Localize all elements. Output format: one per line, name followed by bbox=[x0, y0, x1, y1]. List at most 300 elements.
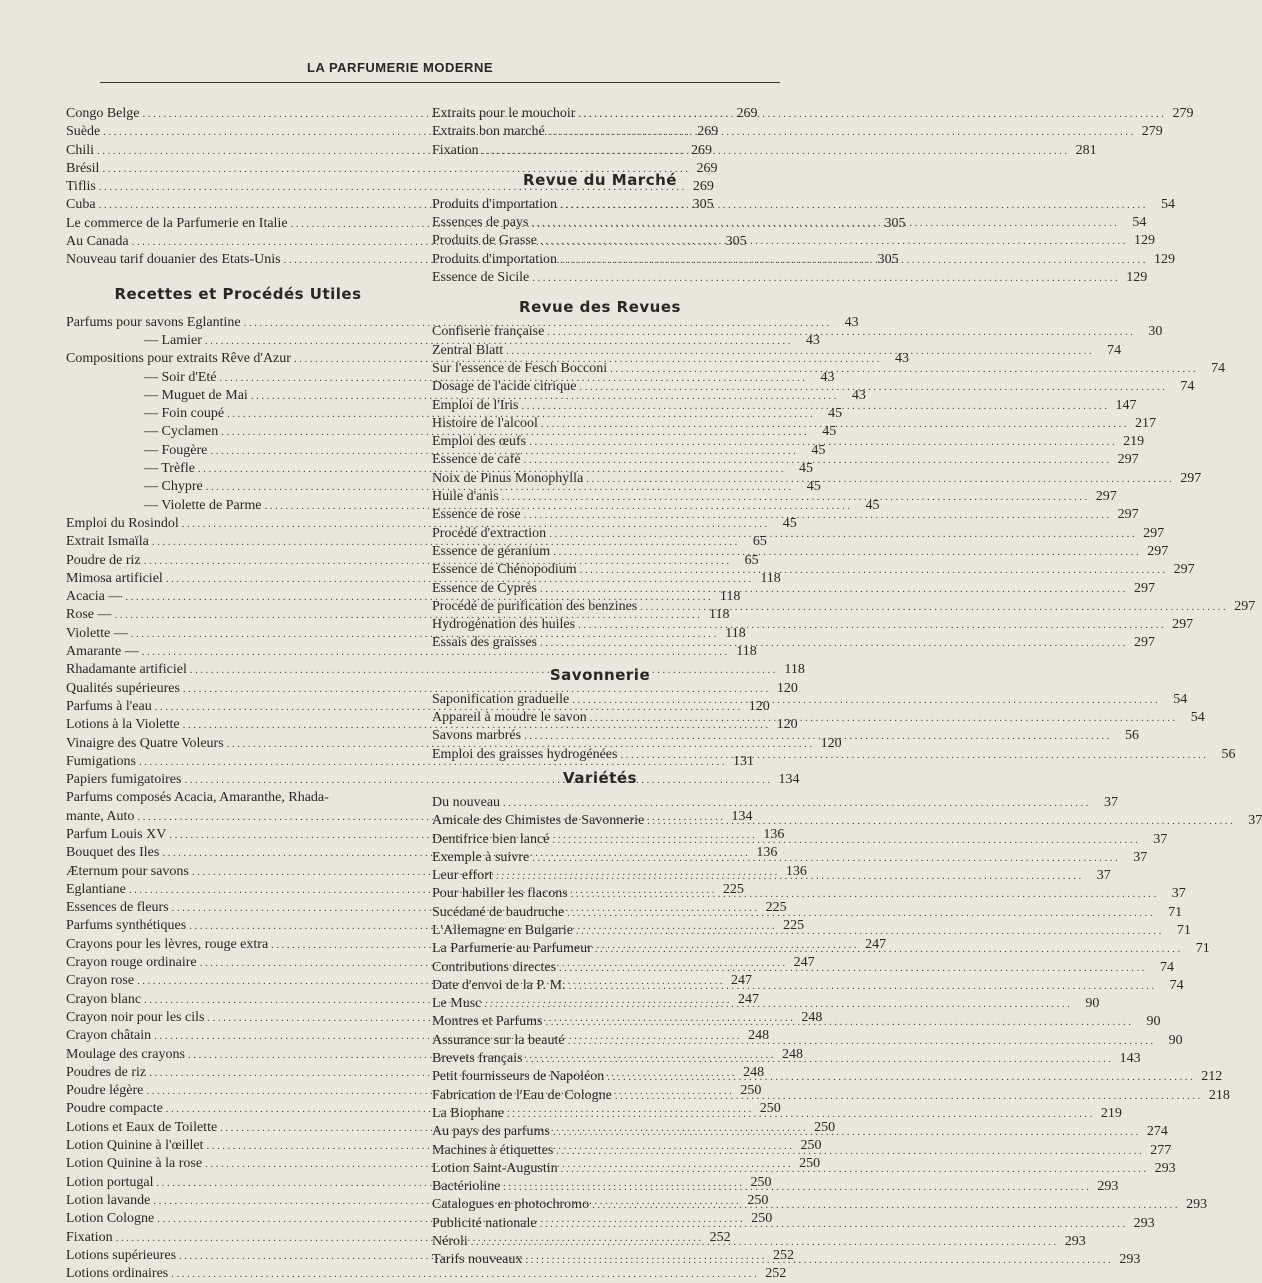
page-number: 293 bbox=[1133, 1215, 1155, 1231]
page-number: 118 bbox=[736, 644, 757, 660]
index-entry bbox=[432, 1196, 1208, 1214]
entry-label: Extrait Ismaïla bbox=[66, 534, 149, 550]
page-number: 219 bbox=[1100, 1105, 1122, 1121]
entry-label: Lotions supérieures bbox=[66, 1247, 177, 1263]
dot-leader bbox=[559, 959, 1147, 977]
page-number: 247 bbox=[793, 955, 815, 971]
entry-label: Assurance sur la beauté bbox=[432, 1032, 565, 1048]
entry-label: Fumigations bbox=[66, 753, 137, 769]
page-number: 297 bbox=[1134, 635, 1155, 651]
entry-label: — Violette de Parme bbox=[144, 497, 262, 513]
page-number: 54 bbox=[1132, 215, 1147, 231]
entry-label: Essences de fleurs bbox=[66, 900, 169, 916]
entry-label: Brevets français bbox=[432, 1051, 523, 1067]
page-number: 305 bbox=[725, 234, 747, 250]
page-number: 247 bbox=[865, 936, 887, 952]
page-number: 45 bbox=[822, 424, 837, 440]
section-heading-revue-revues: Revue des Revues bbox=[519, 298, 681, 317]
page-number: 74 bbox=[1169, 977, 1184, 993]
dot-leader bbox=[545, 1013, 1133, 1031]
page-number: 250 bbox=[799, 1156, 821, 1172]
page-number: 212 bbox=[1201, 1069, 1223, 1085]
entry-label: Qualités supérieures bbox=[66, 680, 180, 696]
entry-label: Parfum Louis XV bbox=[66, 826, 167, 842]
entry-label: Contributions directes bbox=[432, 959, 557, 975]
page-number: 74 bbox=[1107, 342, 1122, 358]
page-number: 54 bbox=[1190, 710, 1205, 726]
spacer bbox=[432, 287, 768, 295]
entry-label: Parfums pour savons Eglantine bbox=[66, 314, 241, 330]
page-number: 118 bbox=[760, 570, 781, 586]
entry-label: Crayons pour les lèvres, rouge extra bbox=[66, 936, 269, 952]
entry-label: Crayon rouge ordinaire bbox=[66, 955, 197, 971]
dot-leader bbox=[607, 1068, 1195, 1086]
page-number: 45 bbox=[806, 479, 821, 495]
title-rule bbox=[100, 82, 780, 83]
index-entry bbox=[66, 789, 410, 807]
index-entry bbox=[432, 1087, 1230, 1105]
page-number: 217 bbox=[1134, 415, 1156, 431]
entry-label: Lotion Quinine à l'œillet bbox=[66, 1138, 204, 1154]
dot-leader bbox=[522, 397, 1110, 415]
page-number: 45 bbox=[828, 406, 843, 422]
entry-label: Fabrication de l'Eau de Cologne bbox=[432, 1087, 612, 1103]
entry-label: Lotion lavande bbox=[66, 1192, 151, 1208]
entry-label: Confiserie française bbox=[432, 324, 545, 340]
entry-label: Poudres de riz bbox=[66, 1064, 147, 1080]
entry-label: Procédé d'extraction bbox=[432, 525, 547, 541]
dot-leader bbox=[507, 1105, 1095, 1123]
page-number: 37 bbox=[1153, 831, 1168, 847]
spacer bbox=[432, 653, 768, 663]
page-number: 305 bbox=[884, 215, 906, 231]
page-number: 136 bbox=[763, 826, 785, 842]
entry-label: Lotions à la Violette bbox=[66, 717, 180, 733]
index-entry bbox=[432, 1178, 1119, 1196]
page-number: 71 bbox=[1195, 941, 1210, 957]
index-entry bbox=[432, 142, 1097, 160]
dot-leader bbox=[548, 123, 1136, 141]
entry-label: Crayon châtain bbox=[66, 1028, 152, 1044]
page-number: 247 bbox=[738, 991, 760, 1007]
entry-label: Machines à étiquettes bbox=[432, 1142, 554, 1158]
section-heading-savonnerie: Savonnerie bbox=[549, 665, 651, 684]
entry-label: Bactérioline bbox=[432, 1179, 501, 1195]
dot-leader bbox=[580, 561, 1168, 579]
page-number: 297 bbox=[1173, 562, 1195, 578]
entry-label: Essence de Sicile bbox=[432, 270, 530, 286]
entry-label: Essence de café bbox=[432, 452, 521, 468]
dot-leader bbox=[482, 142, 1070, 160]
entry-label: Petit fournisseurs de Napoléon bbox=[432, 1069, 605, 1085]
entry-label: Emploi des œufs bbox=[432, 434, 527, 450]
entry-label: Amarante — bbox=[66, 644, 139, 660]
entry-label: Le commerce de la Parfumerie en Italie bbox=[66, 215, 288, 231]
page-number: 43 bbox=[851, 387, 866, 403]
entry-label: Au pays des parfums bbox=[432, 1124, 550, 1140]
page-number: 118 bbox=[719, 589, 741, 605]
entry-label: La Parfumerie au Parfumeur bbox=[432, 941, 592, 957]
page-number: 248 bbox=[801, 1009, 823, 1025]
spacer bbox=[66, 270, 410, 282]
page-number: 297 bbox=[1117, 507, 1139, 523]
dot-leader bbox=[553, 1123, 1141, 1141]
page-number: 269 bbox=[696, 160, 718, 176]
page-number: 297 bbox=[1180, 470, 1202, 486]
entry-label: Pour habiller les flacons bbox=[432, 886, 568, 902]
index-entry bbox=[432, 580, 1155, 598]
page-number: 71 bbox=[1168, 904, 1183, 920]
index-entry bbox=[432, 746, 1236, 764]
index-entry bbox=[432, 812, 1262, 830]
index-entry bbox=[66, 680, 798, 698]
page-number: 248 bbox=[748, 1028, 770, 1044]
page-number: 297 bbox=[1133, 580, 1155, 596]
index-entry bbox=[432, 598, 1256, 616]
entry-label: Poudre de riz bbox=[66, 552, 141, 568]
page-number: 43 bbox=[805, 332, 820, 348]
page-number: 54 bbox=[1161, 196, 1176, 212]
entry-label: Produits d'importation bbox=[432, 251, 558, 267]
dot-leader bbox=[525, 1251, 1113, 1269]
dot-leader bbox=[578, 105, 1166, 123]
page-number: 43 bbox=[894, 351, 909, 367]
page-number: 37 bbox=[1171, 886, 1186, 902]
page-number: 269 bbox=[691, 142, 713, 158]
entry-label: — Chypre bbox=[144, 479, 203, 495]
entry-label: Lotion Cologne bbox=[66, 1211, 155, 1227]
index-entry bbox=[432, 1215, 1155, 1233]
page-number: 250 bbox=[751, 1211, 773, 1227]
page-number: 279 bbox=[1141, 124, 1163, 140]
page-number: 45 bbox=[782, 515, 797, 531]
entry-label: Tarifs nouveaux bbox=[432, 1252, 523, 1268]
dot-leader bbox=[526, 1050, 1114, 1068]
index-entry bbox=[66, 1265, 787, 1283]
entry-label: Zentral Blatt bbox=[432, 342, 504, 358]
page-number: 143 bbox=[1119, 1051, 1141, 1067]
entry-label: Parfums synthétiques bbox=[66, 918, 187, 934]
dot-leader bbox=[531, 214, 1119, 232]
entry-label: Amicale des Chimistes de Savonnerie bbox=[432, 813, 645, 829]
page-number: 269 bbox=[692, 179, 714, 195]
page-number: 54 bbox=[1173, 691, 1188, 707]
entry-label: Emploi du Rosindol bbox=[66, 515, 179, 531]
entry-label: — Lamier bbox=[144, 332, 202, 348]
page-number: 56 bbox=[1125, 728, 1140, 744]
page-number: 274 bbox=[1146, 1124, 1168, 1140]
page-number: 56 bbox=[1221, 746, 1236, 762]
entry-label: Produits d'importation bbox=[432, 196, 558, 212]
entry-label: Papiers fumigatoires bbox=[66, 772, 182, 788]
dot-leader bbox=[547, 323, 1135, 341]
index-entry bbox=[432, 269, 1148, 287]
index-entry bbox=[432, 105, 1194, 123]
entry-label: Vinaigre des Quatre Voleurs bbox=[66, 735, 224, 751]
index-entry bbox=[432, 995, 1100, 1013]
entry-label: Essences de pays bbox=[432, 215, 529, 231]
page-number: 305 bbox=[692, 197, 714, 213]
page-number: 90 bbox=[1085, 996, 1100, 1012]
index-entry bbox=[432, 1068, 1223, 1086]
dot-leader bbox=[524, 506, 1112, 524]
dot-leader bbox=[592, 1196, 1180, 1214]
page-number: 120 bbox=[776, 717, 798, 733]
entry-label: Mimosa artificiel bbox=[66, 570, 163, 586]
page-number: 250 bbox=[814, 1119, 836, 1135]
dot-leader bbox=[471, 1233, 1059, 1251]
entry-label: Date d'envoi de la P. M. bbox=[432, 977, 566, 993]
page-number: 305 bbox=[877, 252, 899, 268]
entry-label: L'Allemagne en Bulgarie bbox=[432, 922, 573, 938]
page-number: 134 bbox=[778, 772, 800, 788]
dot-leader bbox=[532, 849, 1120, 867]
page-number: 250 bbox=[747, 1192, 769, 1208]
dot-leader bbox=[532, 269, 1120, 287]
entry-label: Fixation bbox=[66, 1229, 113, 1245]
entry-label: Moulage des crayons bbox=[66, 1046, 185, 1062]
page-number: 65 bbox=[752, 534, 767, 550]
entry-label: Poudre compacte bbox=[66, 1101, 163, 1117]
index-entry bbox=[432, 616, 1194, 634]
entry-label: Sur l'essence de Fesch Bocconi bbox=[432, 360, 608, 376]
entry-label: Sucédané de baudruche bbox=[432, 904, 565, 920]
entry-label: Hydrogénation des huiles bbox=[432, 617, 576, 633]
page-number: 30 bbox=[1148, 324, 1163, 340]
section-heading-revue-marche: Revue du Marché bbox=[523, 170, 677, 189]
page-number: 225 bbox=[783, 918, 805, 934]
entry-label: Bouquet des Iles bbox=[66, 845, 160, 861]
dot-leader bbox=[568, 1032, 1156, 1050]
page-number: 37 bbox=[1104, 794, 1119, 810]
page-number: 297 bbox=[1095, 489, 1117, 505]
dot-leader bbox=[567, 904, 1155, 922]
entry-label: Æternum pour savons bbox=[66, 863, 189, 879]
entry-label: Appareil à moudre le savon bbox=[432, 710, 587, 726]
entry-label: Suède bbox=[66, 124, 101, 140]
index-entry bbox=[432, 1233, 1086, 1251]
page-number: 118 bbox=[725, 625, 746, 641]
index-entry bbox=[432, 691, 1188, 709]
page-number: 250 bbox=[759, 1101, 781, 1117]
page-number: 65 bbox=[744, 552, 759, 568]
page-number: 43 bbox=[844, 314, 859, 330]
page-number: 218 bbox=[1208, 1087, 1230, 1103]
dot-leader bbox=[620, 746, 1208, 764]
dot-leader bbox=[503, 1178, 1091, 1196]
entry-label: Essence de rose bbox=[432, 507, 521, 523]
index-entry bbox=[432, 232, 1155, 250]
page-number: 269 bbox=[736, 106, 758, 121]
page-number: 37 bbox=[1096, 868, 1111, 884]
spacer bbox=[66, 306, 410, 314]
entry-label: Crayon noir pour les cils bbox=[66, 1009, 205, 1025]
page-number: 247 bbox=[731, 973, 753, 989]
page-number: 297 bbox=[1117, 452, 1139, 468]
entry-label: Procédé de purification des benzines bbox=[432, 598, 638, 614]
page-number: 225 bbox=[722, 881, 744, 897]
dot-leader bbox=[524, 727, 1112, 745]
index-entry bbox=[432, 885, 1186, 903]
page-number: 120 bbox=[820, 735, 842, 751]
entry-label: — Soir d'Eté bbox=[144, 369, 217, 385]
dot-leader bbox=[561, 1160, 1149, 1178]
page-number: 129 bbox=[1154, 251, 1176, 267]
entry-label: Emploi des graisses hydrogénées bbox=[432, 746, 618, 762]
entry-label: Lotion Quinine à la rose bbox=[66, 1156, 203, 1172]
page-number: 293 bbox=[1064, 1234, 1086, 1250]
entry-label: Lotion portugal bbox=[66, 1174, 154, 1190]
entry-label: Fixation bbox=[432, 142, 479, 158]
dot-leader bbox=[549, 525, 1137, 543]
dot-leader bbox=[553, 543, 1141, 561]
dot-leader bbox=[503, 794, 1091, 812]
index-entry bbox=[432, 794, 1119, 812]
entry-label: Extraits pour le mouchoir bbox=[432, 106, 576, 121]
page-number: 297 bbox=[1234, 598, 1256, 614]
entry-label: Essence de Cyprès bbox=[432, 580, 537, 596]
index-entry bbox=[66, 160, 718, 178]
entry-label: Lotion Saint-Augustin bbox=[432, 1160, 558, 1176]
page-number: 250 bbox=[750, 1174, 772, 1190]
dot-leader bbox=[560, 251, 1148, 269]
entry-label: Produits de Grasse bbox=[432, 233, 537, 249]
page-number: 129 bbox=[1126, 270, 1148, 286]
index-entry bbox=[432, 1032, 1183, 1050]
page-title: LA PARFUMERIE MODERNE bbox=[307, 60, 493, 75]
entry-label: Lotions ordinaires bbox=[66, 1266, 169, 1282]
dot-leader bbox=[576, 922, 1164, 940]
entry-label: Huile d'anis bbox=[432, 489, 499, 505]
page-number: 248 bbox=[781, 1046, 803, 1062]
page-number: 281 bbox=[1075, 142, 1097, 158]
entry-label: mante, Auto bbox=[66, 808, 135, 824]
entry-label: Compositions pour extraits Rêve d'Azur bbox=[66, 351, 291, 367]
page-number: 43 bbox=[820, 369, 835, 385]
page-number: 293 bbox=[1154, 1160, 1176, 1176]
entry-label: Emploi de l'Iris bbox=[432, 397, 519, 413]
page-number: 147 bbox=[1115, 397, 1137, 413]
entry-label: Rose — bbox=[66, 607, 112, 623]
dot-leader bbox=[615, 1087, 1203, 1105]
index-entry bbox=[432, 634, 1155, 652]
entry-label: Crayon rose bbox=[66, 973, 135, 989]
dot-leader bbox=[590, 709, 1178, 727]
entry-label: Poudre légère bbox=[66, 1083, 144, 1099]
dot-leader bbox=[640, 598, 1228, 616]
page-number: 90 bbox=[1146, 1014, 1161, 1030]
page-number: 37 bbox=[1133, 849, 1148, 865]
dot-leader bbox=[560, 196, 1148, 214]
entry-label: — Trèfle bbox=[144, 461, 195, 477]
page-number: 250 bbox=[740, 1083, 762, 1099]
dot-leader bbox=[579, 378, 1167, 396]
dot-leader bbox=[569, 977, 1157, 995]
entry-label: Brésil bbox=[66, 160, 100, 176]
page-number: 45 bbox=[798, 461, 813, 477]
entry-label: Essence de géranium bbox=[432, 543, 551, 559]
entry-label: Au Canada bbox=[66, 234, 129, 250]
entry-label: Leur effort bbox=[432, 868, 493, 884]
page-number: 120 bbox=[748, 698, 770, 714]
dot-leader bbox=[578, 616, 1166, 634]
page-number: 136 bbox=[756, 845, 778, 861]
page-number: 252 bbox=[709, 1229, 731, 1245]
page-number: 293 bbox=[1119, 1252, 1141, 1268]
page-number: 45 bbox=[865, 497, 880, 513]
page-number: 118 bbox=[709, 607, 730, 623]
dot-leader bbox=[541, 415, 1129, 433]
page-number: 45 bbox=[811, 442, 826, 458]
index-entry bbox=[432, 977, 1184, 995]
entry-label: Tiflis bbox=[66, 179, 96, 195]
entry-label: Parfums à l'eau bbox=[66, 698, 152, 714]
page-number: 293 bbox=[1097, 1179, 1119, 1195]
entry-label: Parfums composés Acacia, Amaranthe, Rhada- bbox=[66, 790, 329, 806]
dot-leader bbox=[571, 885, 1159, 903]
index-entry bbox=[432, 525, 1165, 543]
entry-label: Néroli bbox=[432, 1234, 468, 1250]
page-number: 136 bbox=[785, 863, 807, 879]
dot-leader bbox=[552, 831, 1140, 849]
entry-label: Montres et Parfums bbox=[432, 1014, 543, 1030]
entry-label: Exemple à suivre bbox=[432, 849, 530, 865]
dot-leader bbox=[496, 867, 1084, 885]
page-number: 250 bbox=[800, 1138, 822, 1154]
dot-leader bbox=[595, 940, 1183, 958]
entry-label: Eglantiane bbox=[66, 881, 126, 897]
entry-label: Lotions et Eaux de Toilette bbox=[66, 1119, 218, 1135]
dot-leader bbox=[502, 488, 1090, 506]
dot-leader bbox=[556, 1142, 1144, 1160]
dot-leader bbox=[506, 342, 1094, 360]
page-number: 225 bbox=[765, 900, 787, 916]
entry-label: Savons marbrés bbox=[432, 728, 522, 744]
entry-label: Noix de Pinus Monophylla bbox=[432, 470, 584, 486]
page-number: 252 bbox=[765, 1266, 787, 1282]
dot-leader bbox=[572, 691, 1160, 709]
entry-label: Nouveau tarif douanier des Etats-Unis bbox=[66, 252, 281, 268]
page-number: 74 bbox=[1211, 360, 1226, 376]
dot-leader bbox=[647, 812, 1235, 830]
page-number: 129 bbox=[1134, 233, 1155, 249]
entry-label: Essence de Chénopodium bbox=[432, 562, 577, 578]
section-heading-recettes: Recettes et Procédés Utiles bbox=[114, 284, 362, 303]
dot-leader bbox=[484, 995, 1072, 1013]
page-number: 279 bbox=[1172, 106, 1194, 121]
page-number: 297 bbox=[1147, 543, 1169, 559]
dot-leader bbox=[540, 1215, 1128, 1233]
dot-leader bbox=[540, 634, 1128, 652]
page-number: 219 bbox=[1123, 434, 1145, 450]
entry-label: — Muguet de Mai bbox=[144, 387, 248, 403]
dot-leader bbox=[540, 580, 1128, 598]
entry-label: Crayon blanc bbox=[66, 991, 142, 1007]
index-entry bbox=[432, 543, 1169, 561]
entry-label: Extraits bon marché bbox=[432, 124, 545, 140]
entry-label: Chili bbox=[66, 142, 95, 158]
page-number: 74 bbox=[1180, 379, 1195, 395]
page-number: 269 bbox=[697, 124, 719, 140]
page-number: 277 bbox=[1150, 1142, 1172, 1158]
dot-leader bbox=[540, 232, 1128, 250]
index-entry bbox=[432, 196, 1176, 214]
page-number: 134 bbox=[731, 808, 753, 824]
entry-label: Essais des graisses bbox=[432, 635, 537, 651]
page-number: 297 bbox=[1143, 525, 1165, 541]
entry-label: Cuba bbox=[66, 197, 96, 213]
entry-label: Histoire de l'alcool bbox=[432, 415, 538, 431]
